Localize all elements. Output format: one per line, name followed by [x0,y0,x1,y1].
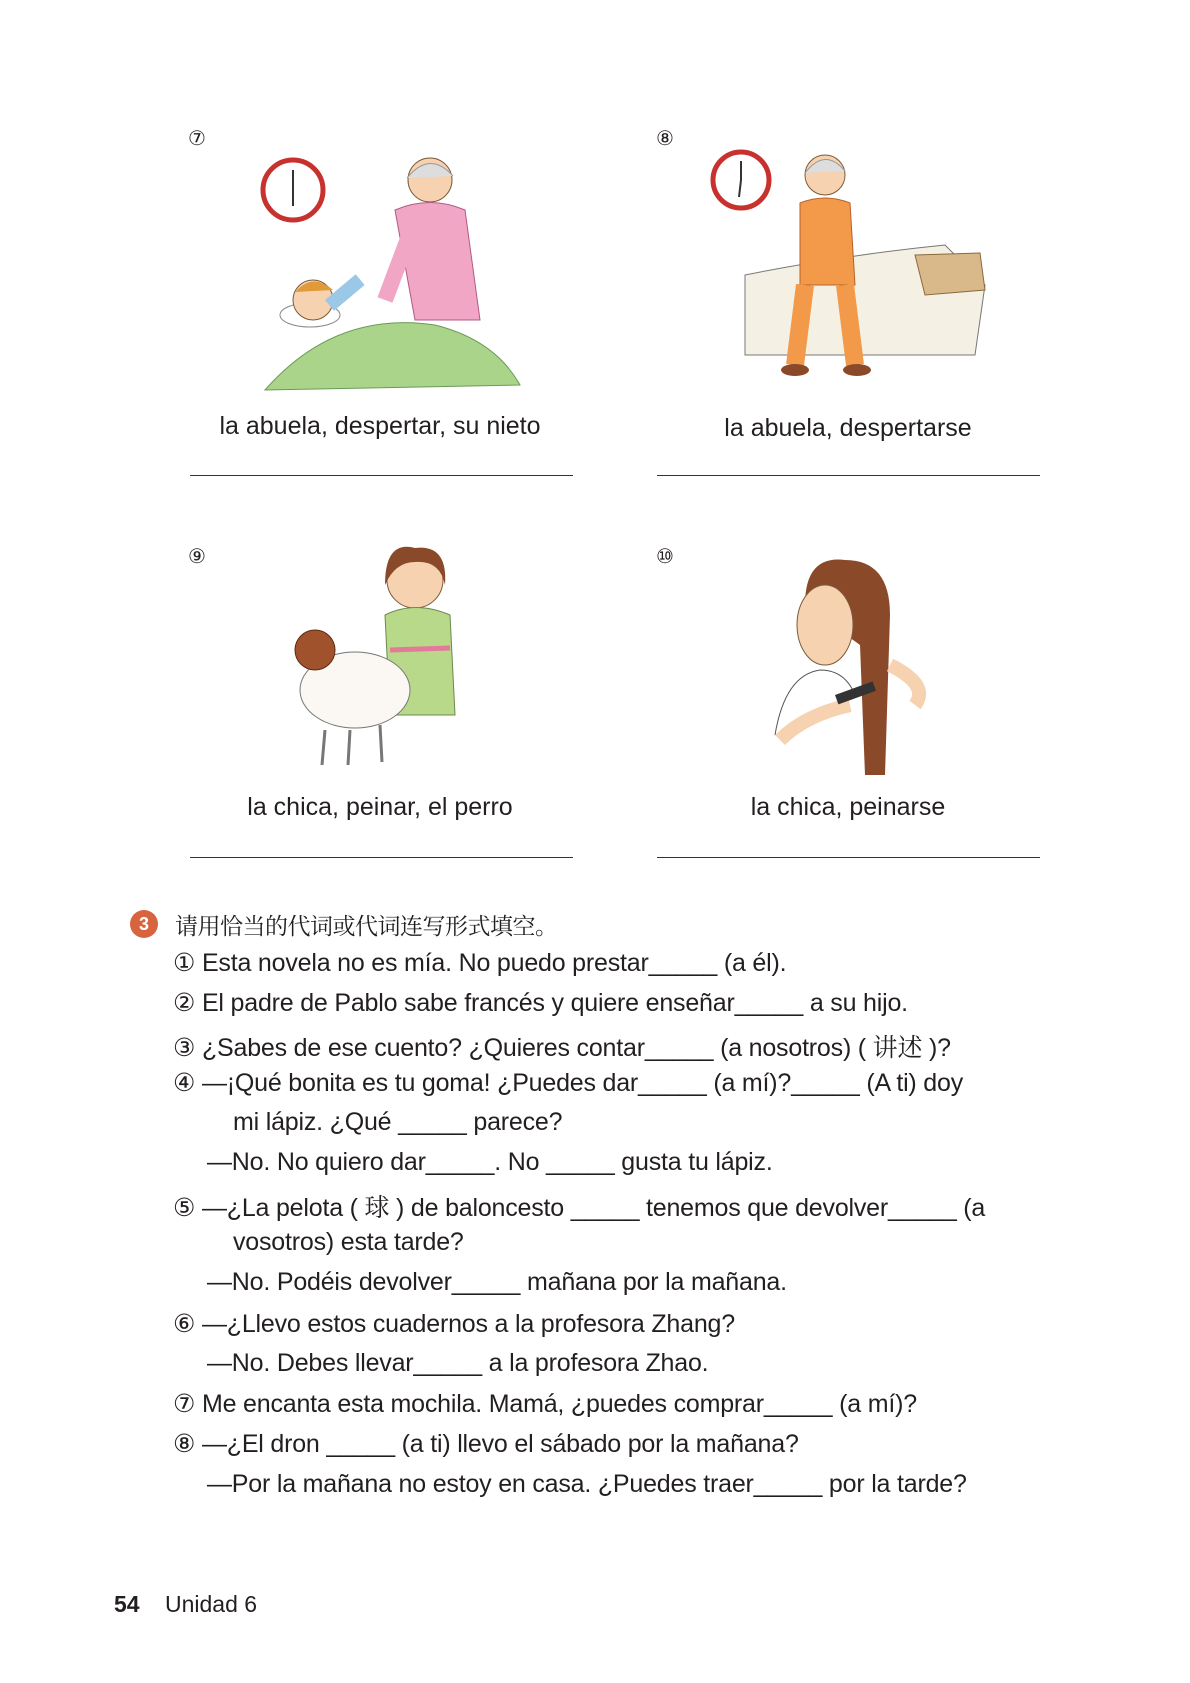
picture-number: ⑩ [656,544,674,568]
exercise-item-4-reply: —No. No quiero dar_____. No _____ gusta tu lápiz. [207,1148,773,1176]
exercise-item-2: ② El padre de Pablo sabe francés y quiere enseñar_____ a su hijo. [173,989,908,1017]
answer-line[interactable] [190,475,573,476]
answer-line[interactable] [190,857,573,858]
exercise-item-6: ⑥ —¿Llevo estos cuadernos a la profesora Zhang? [173,1310,735,1338]
exercise-item-7: ⑦ Me encanta esta mochila. Mamá, ¿puedes comprar_____ (a mí)? [173,1390,917,1418]
exercise-item-4-cont: mi lápiz. ¿Qué _____ parece? [233,1108,563,1136]
exercise-item-5-cont: vosotros) esta tarde? [233,1228,464,1256]
unit-label: Unidad 6 [165,1591,258,1617]
page-number: 54 [114,1591,140,1617]
illustration-grandma-getting-up [705,145,995,390]
illustration-girl-combing-hair [765,555,940,780]
exercise-item-4: ④ —¡Qué bonita es tu goma! ¿Puedes dar_____ (a mí)?_____ (A ti) doy [173,1069,964,1097]
exercise-item-3: ③ ¿Sabes de ese cuento? ¿Quieres contar_____ (a nosotros) ( 讲述 )? [173,1034,951,1062]
illustration-girl-brushing-dog [290,540,500,775]
exercise-number-badge: 3 [130,910,158,938]
picture-caption: la abuela, despertarse [724,414,972,442]
exercise-item-8-reply: —Por la mañana no estoy en casa. ¿Puedes traer_____ por la tarde? [207,1470,967,1498]
picture-number: ⑨ [188,544,206,568]
picture-caption: la chica, peinar, el perro [247,793,513,821]
illustration-grandma-waking-grandson [255,150,535,395]
picture-number: ⑧ [656,126,674,150]
exercise-item-5-reply: —No. Podéis devolver_____ mañana por la mañana. [207,1268,787,1296]
picture-caption: la chica, peinarse [750,793,946,821]
exercise-item-6-reply: —No. Debes llevar_____ a la profesora Zhao. [207,1349,709,1377]
picture-caption: la abuela, despertar, su nieto [219,412,541,440]
exercise-item-1: ① Esta novela no es mía. No puedo prestar_____ (a él). [173,949,787,977]
answer-line[interactable] [657,857,1040,858]
picture-number: ⑦ [188,126,206,150]
exercise-item-5: ⑤ —¿La pelota ( 球 ) de baloncesto _____ tenemos que devolver_____ (a [173,1194,986,1222]
exercise-instruction: 请用恰当的代词或代词连写形式填空。 [175,914,558,940]
answer-line[interactable] [657,475,1040,476]
exercise-item-8: ⑧ —¿El dron _____ (a ti) llevo el sábado por la mañana? [173,1430,799,1458]
